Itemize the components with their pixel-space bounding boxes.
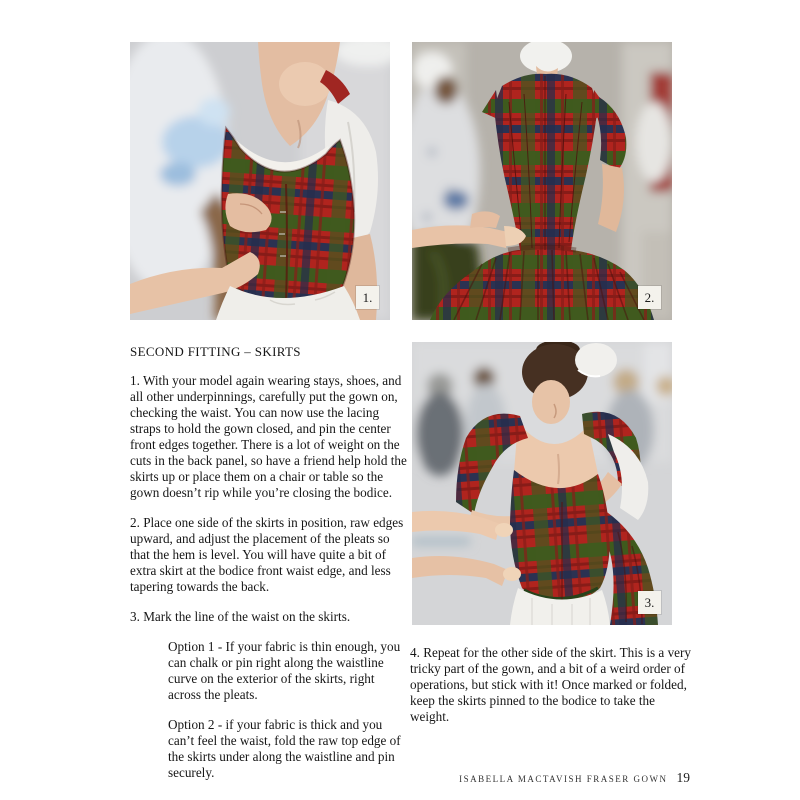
step-3-paragraph: 3. Mark the line of the waist on the skirts. [130,609,351,624]
page-footer [459,770,690,786]
photo-3-illustration [412,342,672,625]
left-text-column [130,344,408,795]
section-heading: SECOND FITTING – SKIRTS [130,344,301,359]
photo-side-skirt-pinning [412,342,672,625]
photo-2-illustration [412,42,672,320]
photo-back-pleats-fitting [412,42,672,320]
footer-page-number: 19 [676,770,690,785]
footer-book-title: ISABELLA MACTAVISH FRASER GOWN [459,774,668,784]
option-1-paragraph: Option 1 - If your fabric is thin enough, you can chalk or pin right along the waistline curve on the exterior of the skirts, right across the pleats. [168,639,401,702]
photo-number-badge: 1. [356,286,379,309]
photo-1-illustration [130,42,390,320]
step-2-paragraph: 2. Place one side of the skirts in position, raw edges upward, and adjust the placement of the pleats so that the hem is level. You will have quite a bit of extra skirt at the bodice front waist edge, and less tapering towards the back. [130,515,404,594]
step-1-paragraph: 1. With your model again wearing stays, shoes, and all other underpinnings, carefully put the gown on, checking the waist. You can now use the lacing straps to hold the gown closed, and pin the center front edges together. There is a lot of weight on the cuts in the back panel, so have a friend help hold the skirts up or place them on a chair or table so the gown doesn’t rip while you’re closing the bodice. [130,373,407,500]
right-text-column [410,645,692,739]
option-2-paragraph: Option 2 - if your fabric is thick and you can’t feel the waist, fold the raw top edge of the skirts under along the waistline and pin securely. [168,717,401,780]
photo-number-badge: 2. [638,286,661,309]
photo-number-badge: 3. [638,591,661,614]
photo-bodice-front-fitting [130,42,390,320]
options-indent-block [130,639,408,781]
step-4-paragraph: 4. Repeat for the other side of the skirt. This is a very tricky part of the gown, and a bit of a weird order of operations, but stick with it! Once marked or folded, keep the skirts pinned to the bodice to take the weight. [410,645,692,724]
